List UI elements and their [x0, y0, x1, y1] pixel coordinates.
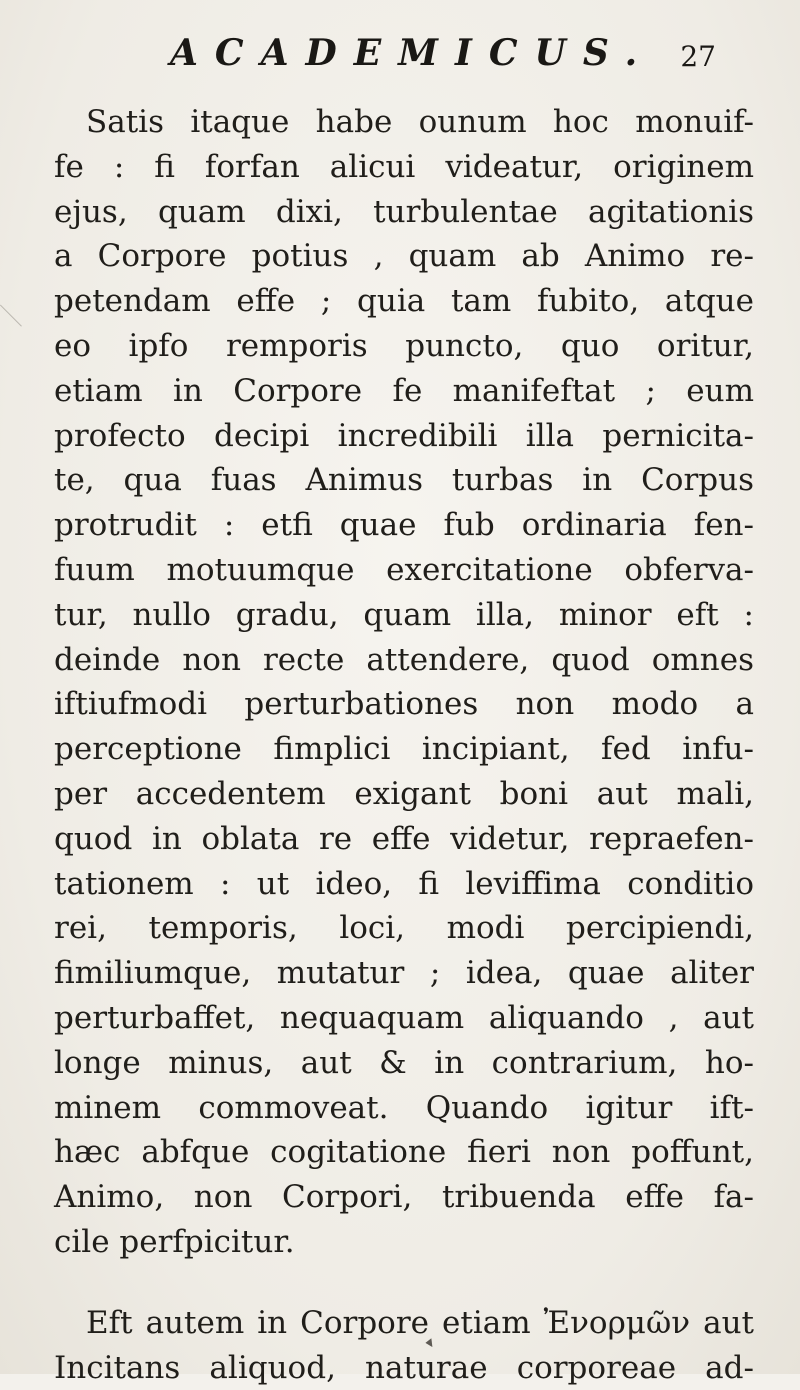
text-line: hæc abfque cogitatione fieri non poffunt, [54, 1134, 754, 1171]
text-line: cile perfpicitur. [54, 1223, 295, 1260]
text-line: quod in oblata re effe videtur, repraefen- [54, 820, 754, 857]
text-line: Eft autem in Corpore etiam Ἐνορμῶν aut [86, 1304, 754, 1341]
body-text [54, 100, 754, 1390]
text-line: petendam effe ; quia tam fubito, atque [54, 283, 754, 320]
running-head-title: ACADEMICUS. [170, 32, 655, 74]
margin-mark [0, 283, 43, 326]
text-line: deinde non recte attendere, quod omnes [54, 641, 754, 678]
text-line: Satis itaque habe ounum hoc monuif- [86, 104, 754, 140]
text-line: Animo, non Corpori, tribuenda effe fa- [54, 1179, 754, 1216]
paragraph-2 [54, 1301, 754, 1390]
text-line: Incitans aliquod, naturae corporeae ad- [54, 1349, 754, 1386]
text-line: ejus, quam dixi, turbulentae agitationis [54, 193, 754, 230]
text-line: te, qua fuas Animus turbas in Corpus [54, 462, 754, 499]
text-line: longe minus, aut & in contrarium, ho- [54, 1044, 754, 1081]
text-line: eo ipfo remporis puncto, quo oritur, [54, 327, 754, 364]
text-line: tur, nullo gradu, quam illa, minor eft : [54, 596, 754, 633]
text-line: perceptione fimplici incipiant, fed infu- [54, 731, 754, 768]
text-line: perturbaffet, nequaquam aliquando , aut [54, 999, 754, 1036]
text-line: fuum motuumque exercitatione obferva- [54, 551, 754, 588]
text-line: rei, temporis, loci, modi percipiendi, [54, 910, 754, 947]
text-line: protrudit : etfi quae fub ordinaria fen- [54, 507, 754, 544]
text-line: profecto decipi incredibili illa pernicita- [54, 417, 754, 454]
text-line: etiam in Corpore fe manifeftat ; eum [54, 372, 754, 409]
text-line: per accedentem exigant boni aut mali, [54, 775, 754, 812]
text-line: iftiufmodi perturbationes non modo a [54, 686, 754, 723]
text-line: fimiliumque, mutatur ; idea, quae aliter [54, 955, 754, 992]
text-line: minem commoveat. Quando igitur ift- [54, 1089, 754, 1126]
running-head [170, 28, 730, 88]
paragraph-1 [54, 100, 754, 1265]
text-line: a Corpore potius , quam ab Animo re- [54, 238, 754, 275]
page-number: 27 [680, 40, 716, 73]
paragraph-gap [54, 1265, 754, 1301]
text-line: tationem : ut ideo, fi leviffima conditio [54, 865, 754, 902]
text-line: fe : fi forfan alicui videatur, originem [54, 148, 754, 185]
